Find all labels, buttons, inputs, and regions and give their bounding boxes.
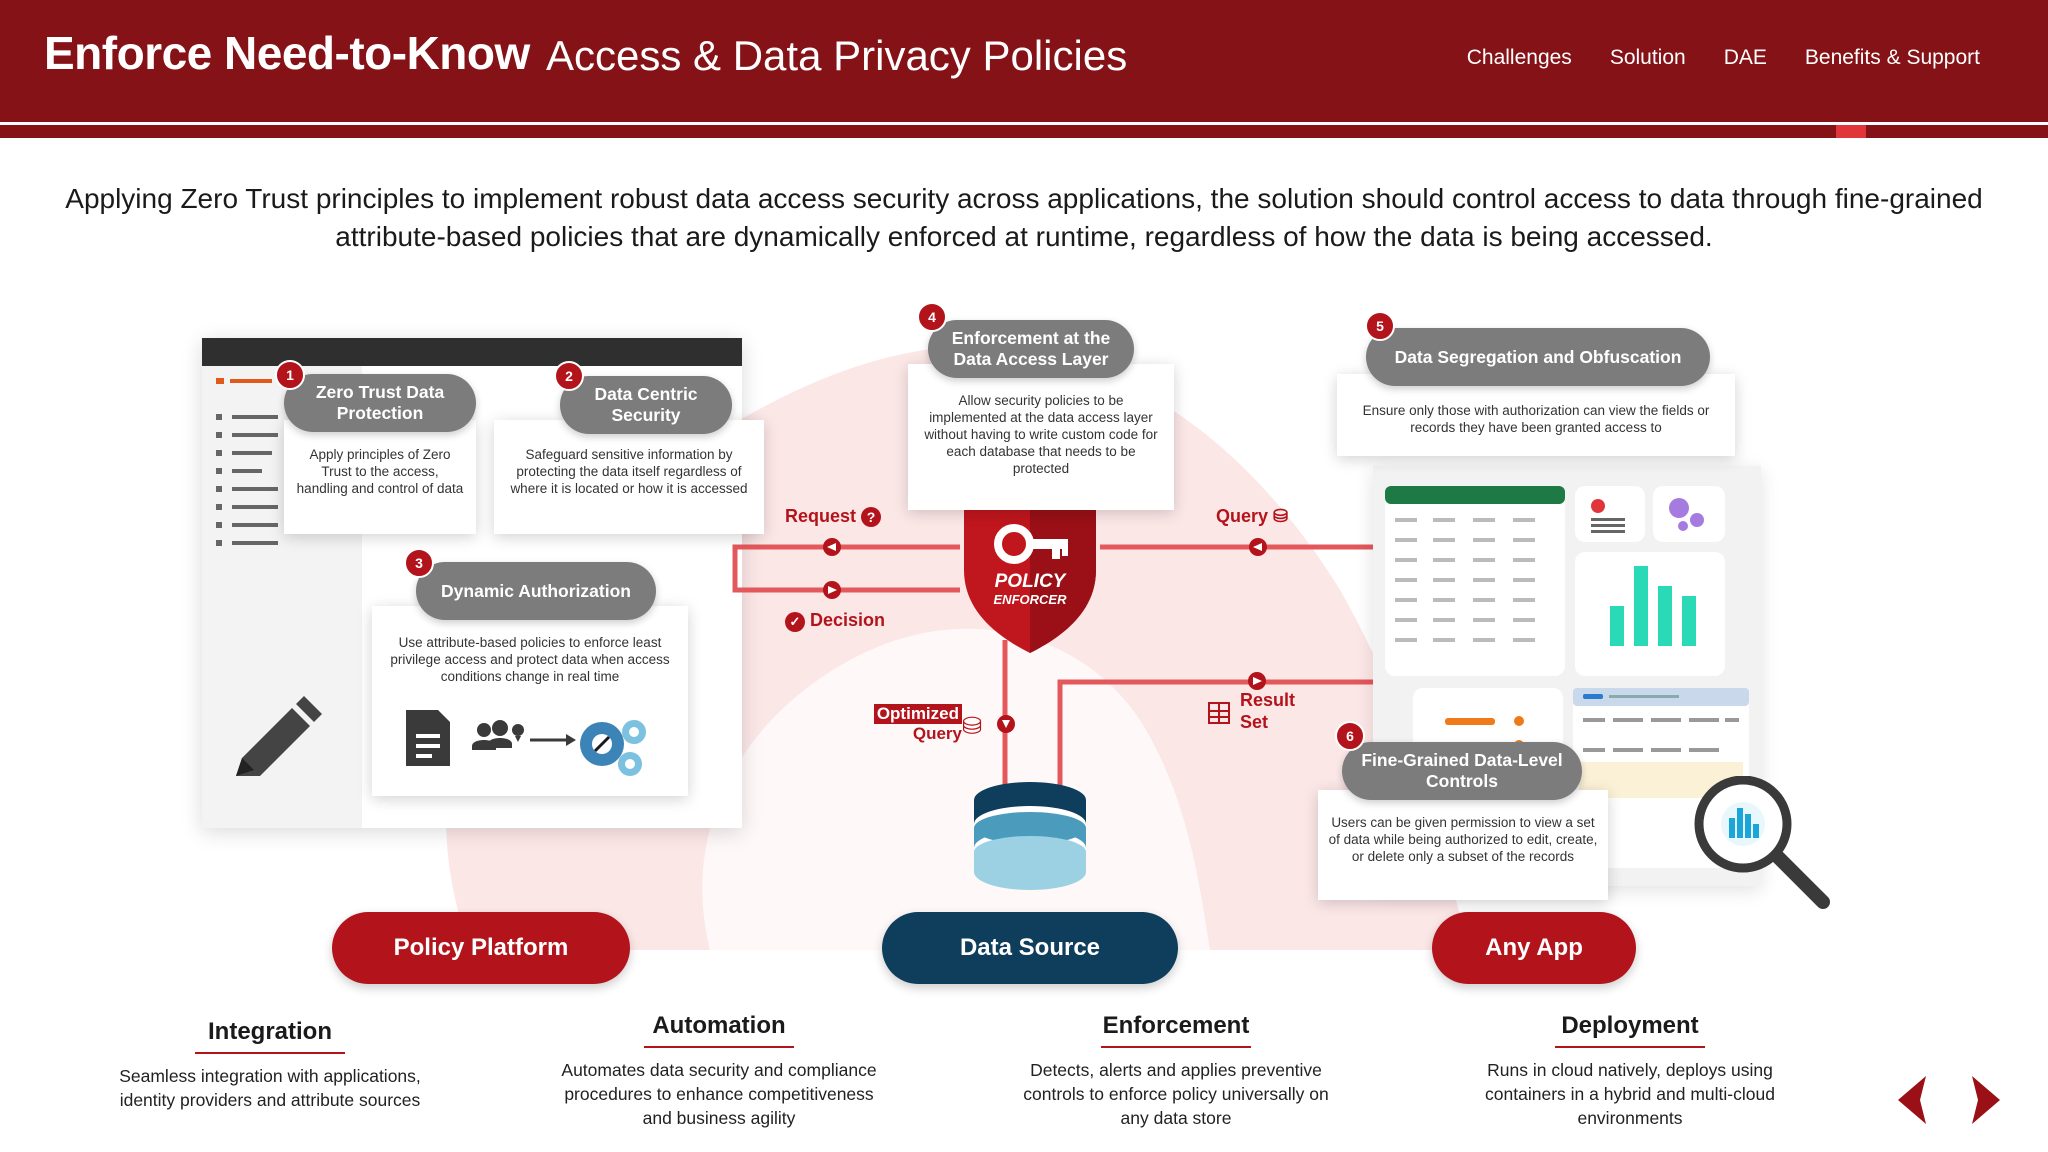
step-4-title: Enforcement at the Data Access Layer [928, 320, 1134, 378]
enforcer-label-2: ENFORCER [993, 592, 1067, 607]
step-2-title: Data Centric Security [560, 376, 732, 434]
step-5-title: Data Segregation and Obfuscation [1366, 328, 1710, 386]
step-3-text: Use attribute-based policies to enforce least privilege access and protect data when access conditions change in real time [390, 635, 670, 684]
nav-benefits-support[interactable]: Benefits & Support [1804, 46, 1980, 69]
step-4-badge: 4 [917, 302, 947, 332]
query-label [1216, 506, 1288, 527]
step-4-text: Allow security policies to be implemented at the data access layer without having to write custom code for each database that needs to be protected [924, 393, 1158, 476]
benefit-deployment [1470, 1012, 1790, 1130]
step-6-badge: 6 [1335, 721, 1365, 751]
step-6-text: Users can be given permission to view a set of data while being authorized to edit, create, or delete only a subset of the records [1328, 815, 1598, 864]
request-label [785, 506, 881, 527]
next-arrow-icon[interactable] [1966, 1072, 2006, 1128]
step-6-title: Fine-Grained Data-Level Controls [1342, 742, 1582, 800]
step-3-title: Dynamic Authorization [416, 562, 656, 620]
benefit-text: Runs in cloud natively, deploys using containers in a hybrid and multi-cloud environments [1485, 1060, 1775, 1128]
benefit-automation [559, 1012, 879, 1130]
data-source-button[interactable]: Data Source [882, 912, 1178, 984]
benefit-title: Enforcement [1101, 1012, 1251, 1048]
step-1-card [284, 420, 476, 534]
step-3-badge: 3 [404, 548, 434, 578]
database-icon [970, 780, 1090, 895]
benefit-text: Detects, alerts and applies preventive controls to enforce policy universally on any data store [1023, 1060, 1329, 1128]
table-icon [1208, 702, 1230, 724]
benefit-enforcement [1016, 1012, 1336, 1130]
benefit-text: Automates data security and compliance procedures to enhance competitiveness and business agility [561, 1060, 877, 1128]
database-small-icon: ⛁ [1273, 506, 1289, 526]
step-5-text: Ensure only those with authorization can view the fields or records they have been granted access to [1362, 403, 1710, 435]
previous-arrow-icon[interactable] [1892, 1072, 1932, 1128]
benefit-title: Integration [195, 1018, 345, 1054]
benefit-text: Seamless integration with applications, identity providers and attribute sources [119, 1066, 421, 1110]
database-small-icon-2: ⛁ [962, 713, 983, 740]
step-3-card [372, 606, 688, 796]
step-6-card [1318, 790, 1608, 900]
step-5-card [1337, 374, 1735, 456]
nav-solution[interactable]: Solution [1609, 46, 1686, 69]
benefit-integration [110, 1018, 430, 1112]
request-text: Request [785, 506, 857, 526]
step-4-card [908, 364, 1174, 510]
benefit-title: Automation [644, 1012, 794, 1048]
nav-dae[interactable]: DAE [1723, 46, 1767, 69]
nav-challenges[interactable]: Challenges [1466, 46, 1572, 69]
intro-text: Applying Zero Trust principles to implement robust data access security across applications, the solution should control access to data through fine-grained attribute-based policies that are dynamically enforced at runtime, regardless of how the data is being accessed. [65, 183, 1983, 252]
step-1-title: Zero Trust Data Protection [284, 374, 476, 432]
step-1-text: Apply principles of Zero Trust to the access, handling and control of data [296, 447, 464, 496]
magnifier-icon [1693, 776, 1833, 911]
page-subtitle: Access & Data Privacy Policies [546, 32, 1128, 79]
policy-platform-button[interactable]: Policy Platform [332, 912, 630, 984]
optimized-query-text: Query [912, 724, 962, 743]
set-text: Set [1240, 712, 1269, 732]
optimized-query-label [862, 704, 962, 744]
any-app-button[interactable]: Any App [1432, 912, 1636, 984]
step-1-badge: 1 [275, 360, 305, 390]
decision-text: Decision [810, 610, 886, 630]
step-2-card [494, 420, 764, 534]
enforcer-label-1: POLICY [994, 571, 1066, 592]
decision-icon: ✓ [785, 612, 805, 632]
benefit-title: Deployment [1555, 1012, 1705, 1048]
result-text: Result [1240, 690, 1296, 710]
step-2-badge: 2 [554, 361, 584, 391]
authorization-flow-icon [402, 706, 662, 782]
query-text: Query [1216, 506, 1269, 526]
decision-label [785, 610, 885, 632]
page-title: Enforce Need-to-Know [44, 27, 530, 79]
optimized-text: Optimized [874, 704, 962, 724]
step-5-badge: 5 [1365, 311, 1395, 341]
step-2-text: Safeguard sensitive information by protecting the data itself regardless of where it is located or how it is accessed [510, 447, 748, 496]
question-icon: ? [861, 507, 881, 527]
